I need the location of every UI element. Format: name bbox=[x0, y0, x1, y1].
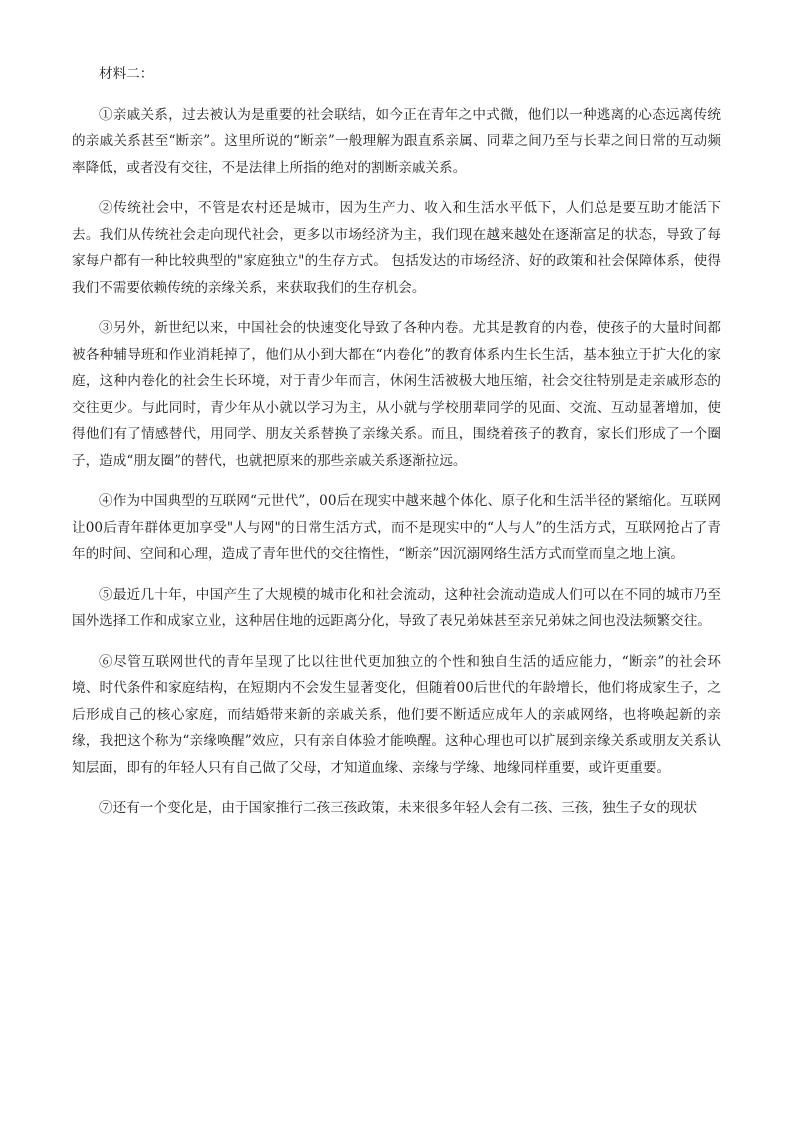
document-body bbox=[72, 61, 721, 836]
paragraph-2: ②传统社会中，不管是农村还是城市，因为生产力、收入和生活水平低下，人们总是要互助才能活下去。我们从传统社会走向现代社会，更多以市场经济为主，我们现在越来越处在逐渐富足的状态，导致了每家每户都有一种比较典型的"家庭独立"的生存方式。 包括发达的市场经济、好的政策和社会保障体系，使得我们不需要依赖传统的亲缘关系，来获取我们的生存机会。 bbox=[72, 200, 721, 296]
paragraph-5: ⑤最近几十年，中国产生了大规模的城市化和社会流动，这种社会流动造成人们可以在不同的城市乃至国外选择工作和成家立业，这种居住地的远距离分化，导致了表兄弟妹甚至亲兄弟妹之间也没法频繁交往。 bbox=[72, 586, 721, 629]
paragraph-4: ④作为中国典型的互联网“元世代”，00后在现实中越来越个体化、原子化和生活半径的紧缩化。互联网让00后青年群体更加享受"人与网"的日常生活方式，而不是现实中的“人与人”的生活方式，互联网抢占了青年的时间、空间和心理，造成了青年世代的交往惰性，“断亲”因沉溺网络生活方式而堂而皇之地上演。 bbox=[72, 493, 721, 562]
paragraph-6: ⑥尽管互联网世代的青年呈现了比以往世代更加独立的个性和独自生活的适应能力，“断亲”的社会环境、时代条件和家庭结构，在短期内不会发生显著变化，但随着00后世代的年龄增长，他们将成家生子，之后形成自己的核心家庭，而结婚带来新的亲戚关系，他们要不断适应成年人的亲戚网络，也将唤起新的亲缘，我把这个称为“亲缘唤醒”效应，只有亲自体验才能唤醒。这种心理也可以扩展到亲缘关系或朋友关系认知层面，即有的年轻人只有自己做了父母，才知道血缘、亲缘与学缘、地缘同样重要，或许更重要。 bbox=[72, 653, 721, 776]
paragraph-7: ⑦还有一个变化是，由于国家推行二孩三孩政策，未来很多年轻人会有二孩、三孩，独生子女的现状 bbox=[99, 800, 698, 816]
section-heading: 材料二： bbox=[99, 66, 154, 82]
paragraph-1: ①亲戚关系，过去被认为是重要的社会联结，如今正在青年之中式微，他们以一种逃离的心态远离传统的亲戚关系甚至“断亲”。这里所说的“断亲”一般理解为跟直系亲属、同辈之间乃至与长辈之间日常的互动频率降低，或者没有交往，不是法律上所指的绝对的割断亲戚关系。 bbox=[72, 106, 721, 176]
paragraph-3: ③另外，新世纪以来，中国社会的快速变化导致了各种内卷。尤其是教育的内卷，使孩子的大量时间都被各种辅导班和作业消耗掉了，他们从小到大都在“内卷化”的教育体系内生长生活，基本独立于扩大化的家庭，这种内卷化的社会生长环境，对于青少年而言，休闲生活被极大地压缩，社会交往特别是走亲戚形态的交往更少。与此同时，青少年从小就以学习为主，从小就与学校朋辈同学的见面、交流、互动显著增加，使得他们有了情感替代，用同学、朋友关系替换了亲缘关系。而且，围绕着孩子的教育，家长们形成了一个圈子，造成“朋友圈”的替代，也就把原来的那些亲戚关系逐渐拉远。 bbox=[72, 320, 721, 469]
